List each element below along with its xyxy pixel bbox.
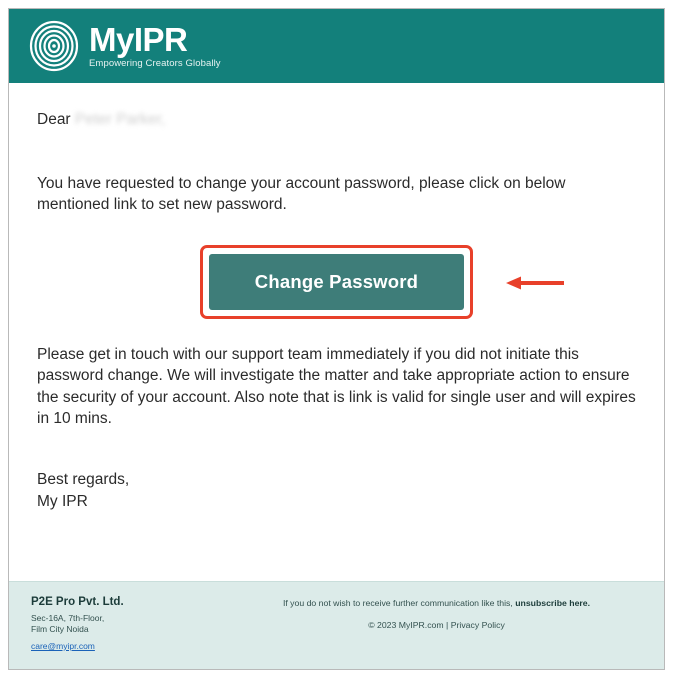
signoff-line-1: Best regards, xyxy=(37,471,130,489)
email-body xyxy=(9,83,664,512)
email-header xyxy=(9,9,664,83)
email-message-card xyxy=(8,8,665,670)
email-footer xyxy=(9,581,664,669)
cta-row xyxy=(37,250,636,314)
unsubscribe-prefix: If you do not wish to receive further communication like this, xyxy=(282,598,516,608)
footer-company-block xyxy=(31,596,231,669)
footer-company-name: P2E Pro Pvt. Ltd. xyxy=(31,596,124,608)
unsubscribe-line xyxy=(231,598,642,608)
signoff-block xyxy=(37,469,636,512)
fingerprint-icon xyxy=(27,19,81,73)
recipient-name-redacted: Peter Parker, xyxy=(74,111,166,128)
brand-logo xyxy=(27,19,221,73)
red-arrow-annotation-icon xyxy=(506,276,566,290)
unsubscribe-link[interactable]: unsubscribe here. xyxy=(515,598,591,608)
footer-address-line-1: Sec-16A, 7th-Floor, xyxy=(31,613,105,623)
brand-name: MyIPR xyxy=(89,21,188,59)
signoff-line-2: My IPR xyxy=(37,492,88,510)
copyright-line: © 2023 MyIPR.com | Privacy Policy xyxy=(368,620,505,630)
brand-tagline: Empowering Creators Globally xyxy=(89,58,221,70)
cta-highlight-box xyxy=(200,245,473,319)
footer-address-line-2: Film City Noida xyxy=(31,624,89,635)
greeting-prefix: Dear xyxy=(37,111,75,128)
request-paragraph: You have requested to change your account password, please click on below mentioned link to set new password. xyxy=(37,175,566,214)
support-paragraph: Please get in touch with our support team immediately if you did not initiate this password change. We will investigate the matter and take appropriate action to ensure the security of your account. Also note that is link is valid for single user and will expires in 10 mins. xyxy=(37,345,636,427)
footer-legal-block xyxy=(231,596,642,669)
greeting-line xyxy=(37,111,636,129)
footer-email-link[interactable]: care@myipr.com xyxy=(31,640,95,651)
brand-text-block xyxy=(89,23,221,69)
change-password-button[interactable]: Change Password xyxy=(209,254,464,310)
